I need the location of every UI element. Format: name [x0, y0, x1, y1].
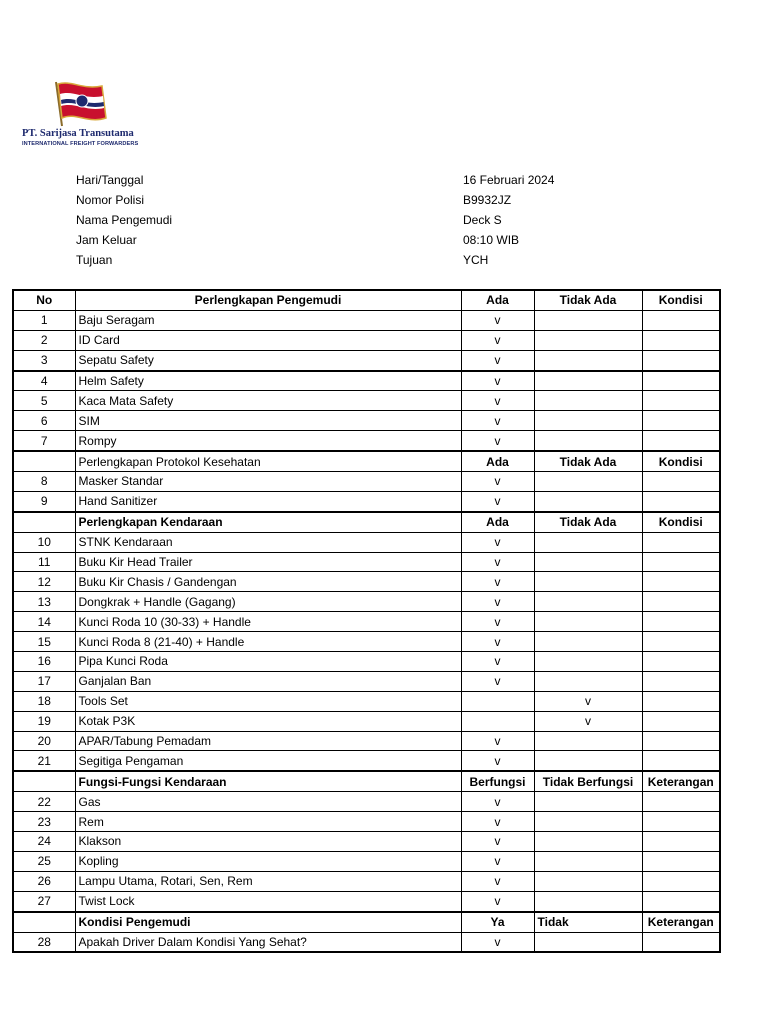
row-item: Apakah Driver Dalam Kondisi Yang Sehat?	[75, 932, 461, 952]
info-block	[0, 171, 768, 271]
row-col-3: Ya	[461, 912, 534, 932]
table-row	[13, 851, 720, 871]
row-item: Kaca Mata Safety	[75, 391, 461, 411]
row-item: STNK Kendaraan	[75, 532, 461, 552]
table-row	[13, 612, 720, 632]
row-item: Hand Sanitizer	[75, 491, 461, 511]
row-col-5	[642, 871, 720, 891]
row-col-3: v	[461, 491, 534, 511]
header-no: No	[13, 290, 75, 310]
row-col-5	[642, 552, 720, 572]
row-col-3: v	[461, 671, 534, 691]
table-row	[13, 891, 720, 911]
row-no: 13	[13, 592, 75, 612]
row-item: Perlengkapan Kendaraan	[75, 512, 461, 532]
row-col-3: v	[461, 552, 534, 572]
row-col-4	[534, 632, 642, 652]
row-item: Kunci Roda 10 (30-33) + Handle	[75, 612, 461, 632]
row-col-4	[534, 310, 642, 330]
table-row	[13, 671, 720, 691]
table-header-row	[13, 290, 720, 310]
table-row	[13, 652, 720, 672]
row-col-5	[642, 932, 720, 952]
row-item: ID Card	[75, 330, 461, 350]
row-col-5	[642, 350, 720, 370]
row-col-5	[642, 371, 720, 391]
row-col-4	[534, 411, 642, 431]
table-row	[13, 391, 720, 411]
row-col-3: v	[461, 612, 534, 632]
row-col-4	[534, 792, 642, 812]
row-col-5	[642, 652, 720, 672]
row-no	[13, 512, 75, 532]
row-no: 2	[13, 330, 75, 350]
row-col-5	[642, 671, 720, 691]
info-value: Deck S	[463, 213, 502, 227]
row-item: Rem	[75, 812, 461, 832]
row-col-3: v	[461, 812, 534, 832]
section-header-row	[13, 512, 720, 532]
row-item: APAR/Tabung Pemadam	[75, 731, 461, 751]
row-col-5	[642, 330, 720, 350]
info-label: Hari/Tanggal	[76, 173, 144, 187]
info-row	[0, 171, 768, 191]
table-row	[13, 411, 720, 431]
row-col-3: v	[461, 652, 534, 672]
row-col-4	[534, 532, 642, 552]
row-col-4	[534, 572, 642, 592]
info-value: B9932JZ	[463, 193, 512, 207]
row-col-5	[642, 491, 720, 511]
row-col-4	[534, 812, 642, 832]
row-col-5	[642, 612, 720, 632]
row-col-4: Tidak Berfungsi	[534, 771, 642, 791]
table-row	[13, 371, 720, 391]
row-item: Ganjalan Ban	[75, 671, 461, 691]
table-row	[13, 812, 720, 832]
row-col-3: v	[461, 391, 534, 411]
row-col-4	[534, 592, 642, 612]
row-col-5	[642, 472, 720, 492]
table-row	[13, 532, 720, 552]
table-row	[13, 792, 720, 812]
row-col-3	[461, 711, 534, 731]
row-col-5: Keterangan	[642, 771, 720, 791]
section-header-row	[13, 451, 720, 471]
row-col-4: v	[534, 691, 642, 711]
row-col-3: v	[461, 731, 534, 751]
row-no: 17	[13, 671, 75, 691]
row-col-4	[534, 472, 642, 492]
row-col-5	[642, 812, 720, 832]
checklist-table	[12, 289, 721, 953]
row-no: 7	[13, 431, 75, 451]
info-value: 08:10 WIB	[463, 233, 520, 247]
row-no: 5	[13, 391, 75, 411]
row-no: 25	[13, 851, 75, 871]
row-item: Tools Set	[75, 691, 461, 711]
row-col-4: v	[534, 711, 642, 731]
row-no: 12	[13, 572, 75, 592]
row-item: Fungsi-Fungsi Kendaraan	[75, 771, 461, 791]
row-col-5	[642, 711, 720, 731]
row-col-4	[534, 391, 642, 411]
table-row	[13, 552, 720, 572]
row-no: 10	[13, 532, 75, 552]
row-item: Masker Standar	[75, 472, 461, 492]
row-no: 3	[13, 350, 75, 370]
table-row	[13, 350, 720, 370]
table-row	[13, 932, 720, 952]
row-col-5: Kondisi	[642, 451, 720, 471]
row-col-4	[534, 330, 642, 350]
row-col-5	[642, 632, 720, 652]
row-no: 11	[13, 552, 75, 572]
row-item: Buku Kir Chasis / Gandengan	[75, 572, 461, 592]
row-col-4	[534, 491, 642, 511]
row-col-5	[642, 832, 720, 852]
row-col-5	[642, 532, 720, 552]
row-col-3: v	[461, 632, 534, 652]
row-item: Sepatu Safety	[75, 350, 461, 370]
table-row	[13, 572, 720, 592]
row-col-4	[534, 431, 642, 451]
row-no: 20	[13, 731, 75, 751]
table-row	[13, 592, 720, 612]
company-tagline: INTERNATIONAL FREIGHT FORWARDERS	[22, 141, 139, 147]
info-label: Nomor Polisi	[76, 193, 145, 207]
table-row	[13, 310, 720, 330]
row-no	[13, 912, 75, 932]
row-item: Twist Lock	[75, 891, 461, 911]
row-col-3: v	[461, 371, 534, 391]
table-row	[13, 691, 720, 711]
row-no: 9	[13, 491, 75, 511]
row-col-4	[534, 652, 642, 672]
row-item: Rompy	[75, 431, 461, 451]
info-label: Tujuan	[76, 253, 113, 267]
header-tidak-ada: Tidak Ada	[534, 290, 642, 310]
row-no	[13, 451, 75, 471]
row-col-4	[534, 371, 642, 391]
row-no: 15	[13, 632, 75, 652]
row-col-5	[642, 691, 720, 711]
row-col-4	[534, 751, 642, 771]
row-col-5	[642, 851, 720, 871]
row-col-3: v	[461, 751, 534, 771]
info-row	[0, 211, 768, 231]
row-col-3: v	[461, 431, 534, 451]
info-value: YCH	[463, 253, 489, 267]
row-col-3: v	[461, 792, 534, 812]
row-col-5: Kondisi	[642, 512, 720, 532]
row-item: Baju Seragam	[75, 310, 461, 330]
row-no: 21	[13, 751, 75, 771]
row-col-5	[642, 792, 720, 812]
info-label: Nama Pengemudi	[76, 213, 173, 227]
row-col-5	[642, 891, 720, 911]
row-item: Segitiga Pengaman	[75, 751, 461, 771]
row-col-3: v	[461, 871, 534, 891]
row-col-4	[534, 612, 642, 632]
row-no: 23	[13, 812, 75, 832]
row-col-4	[534, 552, 642, 572]
row-item: Pipa Kunci Roda	[75, 652, 461, 672]
header-item: Perlengkapan Pengemudi	[75, 290, 461, 310]
row-col-3: v	[461, 532, 534, 552]
row-col-5: Keterangan	[642, 912, 720, 932]
info-row	[0, 191, 768, 211]
row-item: Buku Kir Head Trailer	[75, 552, 461, 572]
row-no: 24	[13, 832, 75, 852]
row-col-4	[534, 832, 642, 852]
row-no	[13, 771, 75, 791]
row-item: Perlengkapan Protokol Kesehatan	[75, 451, 461, 471]
row-col-5	[642, 592, 720, 612]
row-no: 6	[13, 411, 75, 431]
info-value: 16 Februari 2024	[463, 173, 555, 187]
row-col-5	[642, 431, 720, 451]
row-no: 14	[13, 612, 75, 632]
info-label: Jam Keluar	[76, 233, 137, 247]
row-item: Kopling	[75, 851, 461, 871]
row-col-3: v	[461, 472, 534, 492]
row-col-4	[534, 871, 642, 891]
row-col-4: Tidak Ada	[534, 512, 642, 532]
company-name: PT. Sarijasa Transutama	[22, 128, 134, 139]
row-no: 22	[13, 792, 75, 812]
flag-logo-icon	[52, 80, 110, 128]
row-item: Dongkrak + Handle (Gagang)	[75, 592, 461, 612]
table-row	[13, 731, 720, 751]
row-item: Helm Safety	[75, 371, 461, 391]
row-col-4	[534, 891, 642, 911]
row-col-3: v	[461, 330, 534, 350]
section-header-row	[13, 771, 720, 791]
row-item: Lampu Utama, Rotari, Sen, Rem	[75, 871, 461, 891]
row-no: 16	[13, 652, 75, 672]
info-row	[0, 231, 768, 251]
row-col-4	[534, 731, 642, 751]
row-col-4: Tidak	[534, 912, 642, 932]
row-no: 18	[13, 691, 75, 711]
row-col-5	[642, 751, 720, 771]
row-col-5	[642, 310, 720, 330]
row-col-4	[534, 350, 642, 370]
row-item: Kunci Roda 8 (21-40) + Handle	[75, 632, 461, 652]
row-col-3: v	[461, 932, 534, 952]
row-item: Gas	[75, 792, 461, 812]
table-row	[13, 832, 720, 852]
row-col-3: Ada	[461, 451, 534, 471]
row-col-5	[642, 731, 720, 751]
row-col-3	[461, 691, 534, 711]
table-row	[13, 632, 720, 652]
row-col-3: Ada	[461, 512, 534, 532]
row-no: 27	[13, 891, 75, 911]
row-no: 4	[13, 371, 75, 391]
table-row	[13, 431, 720, 451]
info-row	[0, 251, 768, 271]
row-col-4: Tidak Ada	[534, 451, 642, 471]
header-ada: Ada	[461, 290, 534, 310]
row-col-4	[534, 851, 642, 871]
row-no: 19	[13, 711, 75, 731]
row-col-3: v	[461, 891, 534, 911]
row-col-5	[642, 572, 720, 592]
table-row	[13, 330, 720, 350]
table-row	[13, 871, 720, 891]
table-row	[13, 751, 720, 771]
row-col-3: v	[461, 411, 534, 431]
row-no: 26	[13, 871, 75, 891]
row-col-3: v	[461, 350, 534, 370]
row-col-3: v	[461, 572, 534, 592]
row-col-5	[642, 411, 720, 431]
row-no: 1	[13, 310, 75, 330]
row-col-3: v	[461, 592, 534, 612]
table-row	[13, 491, 720, 511]
row-no: 8	[13, 472, 75, 492]
table-row	[13, 711, 720, 731]
row-col-3: v	[461, 851, 534, 871]
row-no: 28	[13, 932, 75, 952]
row-item: Klakson	[75, 832, 461, 852]
row-col-3: v	[461, 832, 534, 852]
row-col-3: Berfungsi	[461, 771, 534, 791]
row-item: Kondisi Pengemudi	[75, 912, 461, 932]
header-kondisi: Kondisi	[642, 290, 720, 310]
row-col-3: v	[461, 310, 534, 330]
row-item: SIM	[75, 411, 461, 431]
section-header-row	[13, 912, 720, 932]
row-col-5	[642, 391, 720, 411]
table-row	[13, 472, 720, 492]
row-col-4	[534, 671, 642, 691]
row-item: Kotak P3K	[75, 711, 461, 731]
row-col-4	[534, 932, 642, 952]
